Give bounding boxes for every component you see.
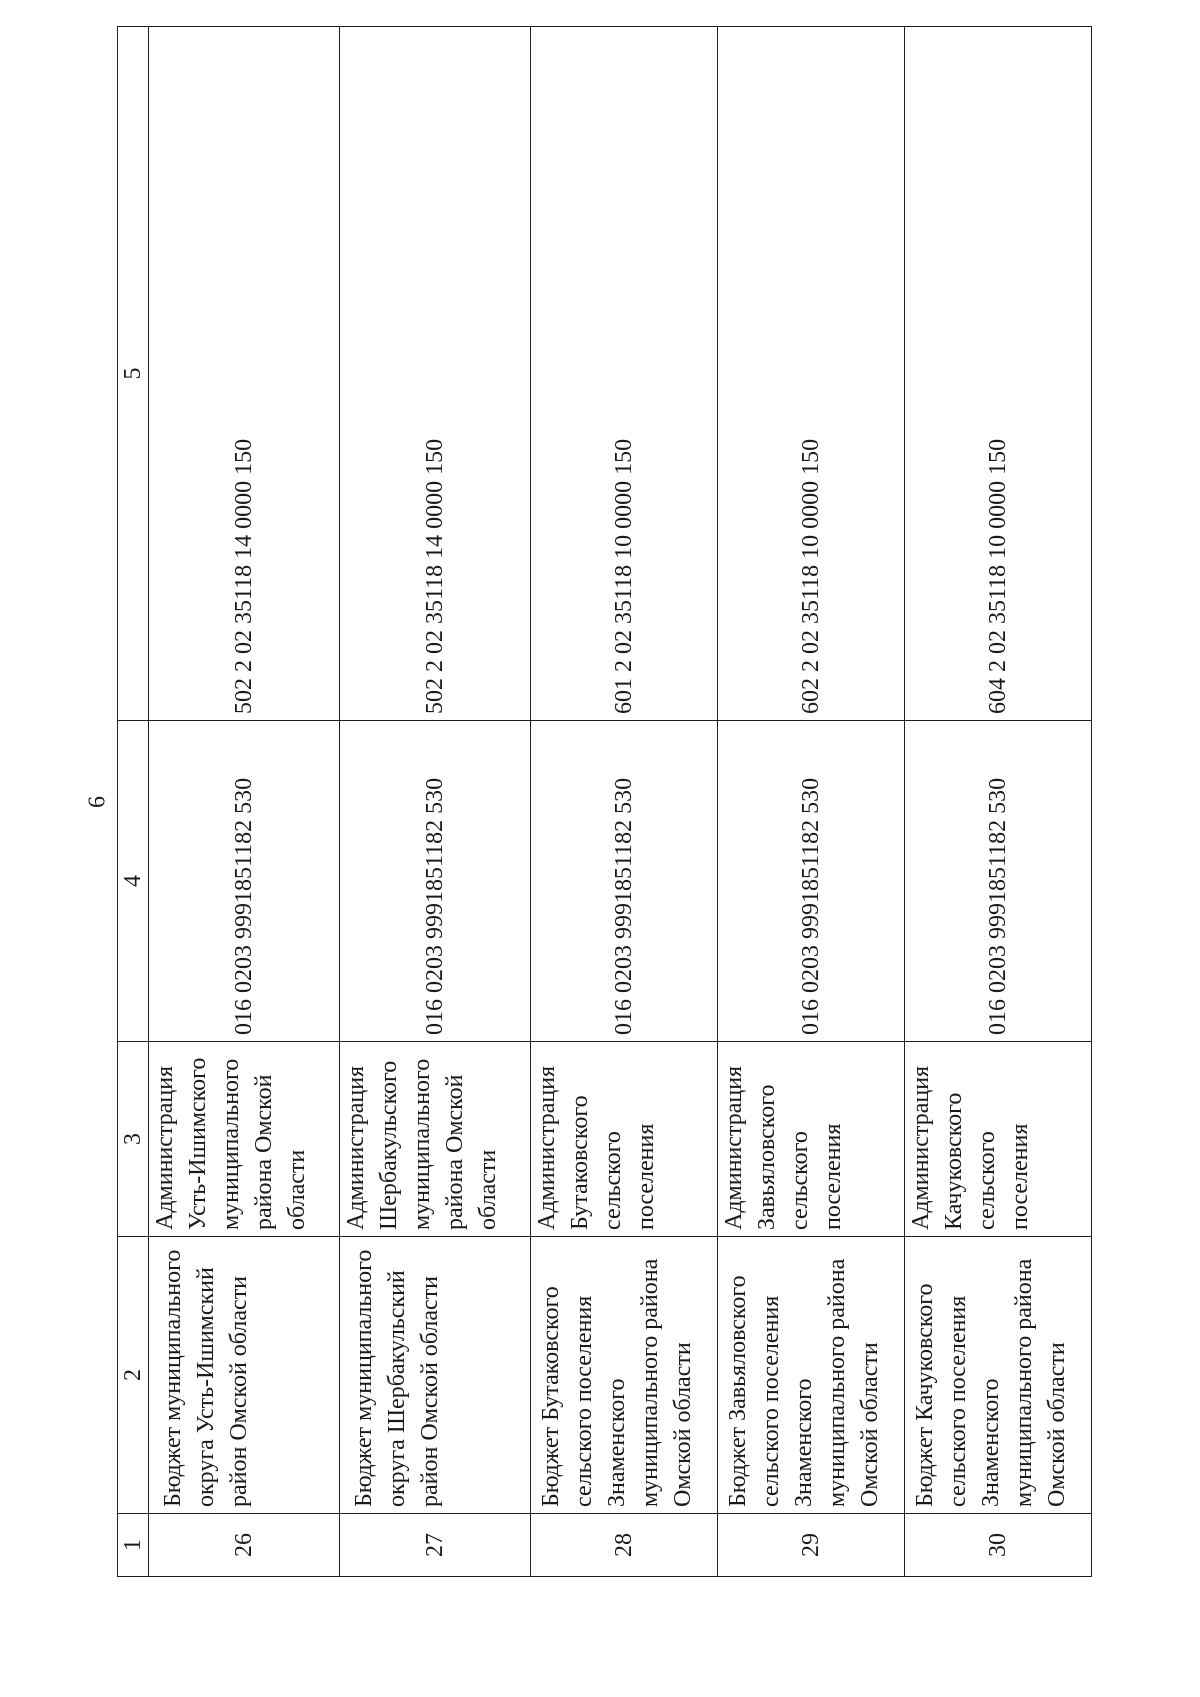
column-header: 4 [118, 721, 149, 1042]
table-header-row [118, 27, 149, 1577]
revenue-code-cell: 502 2 02 35118 14 0000 150 [340, 27, 531, 721]
revenue-code-cell: 604 2 02 35118 10 0000 150 [905, 27, 1092, 721]
administrator-name: Администрация Бутаковского сельского поселения [534, 1065, 659, 1230]
table-row [531, 27, 718, 1577]
budget-name: Бюджет муниципального округа Усть-Ишимский район Омской области [160, 1249, 252, 1507]
expense-code-cell: 016 0203 9991851182 530 [718, 721, 905, 1042]
administrator-cell [149, 1042, 340, 1237]
revenue-code-cell: 502 2 02 35118 14 0000 150 [149, 27, 340, 721]
budget-name-cell [340, 1237, 531, 1514]
administrator-cell [340, 1042, 531, 1237]
expense-code-cell: 016 0203 9991851182 530 [905, 721, 1092, 1042]
row-number: 29 [718, 1514, 905, 1577]
administrator-cell [531, 1042, 718, 1237]
row-number: 30 [905, 1514, 1092, 1577]
administrator-name: Администрация Усть-Ишимского муниципального района Омской области [152, 1057, 310, 1230]
expense-code-cell: 016 0203 9991851182 530 [531, 721, 718, 1042]
expense-code-cell: 016 0203 9991851182 530 [149, 721, 340, 1042]
expense-code-cell: 016 0203 9991851182 530 [340, 721, 531, 1042]
administrator-cell [905, 1042, 1092, 1237]
administrator-name: Администрация Завьяловского сельского поселения [721, 1065, 846, 1230]
budget-name: Бюджет Качуковского сельского поселения Знаменского муниципального района Омской области [912, 1258, 1070, 1507]
table-row [340, 27, 531, 1577]
column-header: 2 [118, 1237, 149, 1514]
table-row [718, 27, 905, 1577]
column-header: 1 [118, 1514, 149, 1577]
row-number: 28 [531, 1514, 718, 1577]
budget-name-cell [149, 1237, 340, 1514]
revenue-code-cell: 601 2 02 35118 10 0000 150 [531, 27, 718, 721]
row-number: 26 [149, 1514, 340, 1577]
administrator-cell [718, 1042, 905, 1237]
row-number: 27 [340, 1514, 531, 1577]
administrator-name: Администрация Шербакульского муниципального района Омской области [343, 1058, 501, 1230]
table-row [905, 27, 1092, 1577]
budget-name: Бюджет муниципального округа Шербакульский район Омской области [351, 1249, 443, 1507]
budget-name-cell [718, 1237, 905, 1514]
rotated-table-container [117, 27, 1070, 1577]
page-number: 6 [84, 796, 111, 808]
administrator-name: Администрация Качуковского сельского поселения [908, 1065, 1033, 1230]
table-row [149, 27, 340, 1577]
budget-name-cell [531, 1237, 718, 1514]
column-header: 3 [118, 1042, 149, 1237]
budget-name-cell [905, 1237, 1092, 1514]
column-header: 5 [118, 27, 149, 721]
budget-name: Бюджет Бутаковского сельского поселения Знаменского муниципального района Омской области [538, 1258, 696, 1507]
revenue-code-cell: 602 2 02 35118 10 0000 150 [718, 27, 905, 721]
budget-name: Бюджет Завьяловского сельского поселения Знаменского муниципального района Омской области [725, 1258, 883, 1507]
budget-allocation-table [117, 26, 1092, 1577]
